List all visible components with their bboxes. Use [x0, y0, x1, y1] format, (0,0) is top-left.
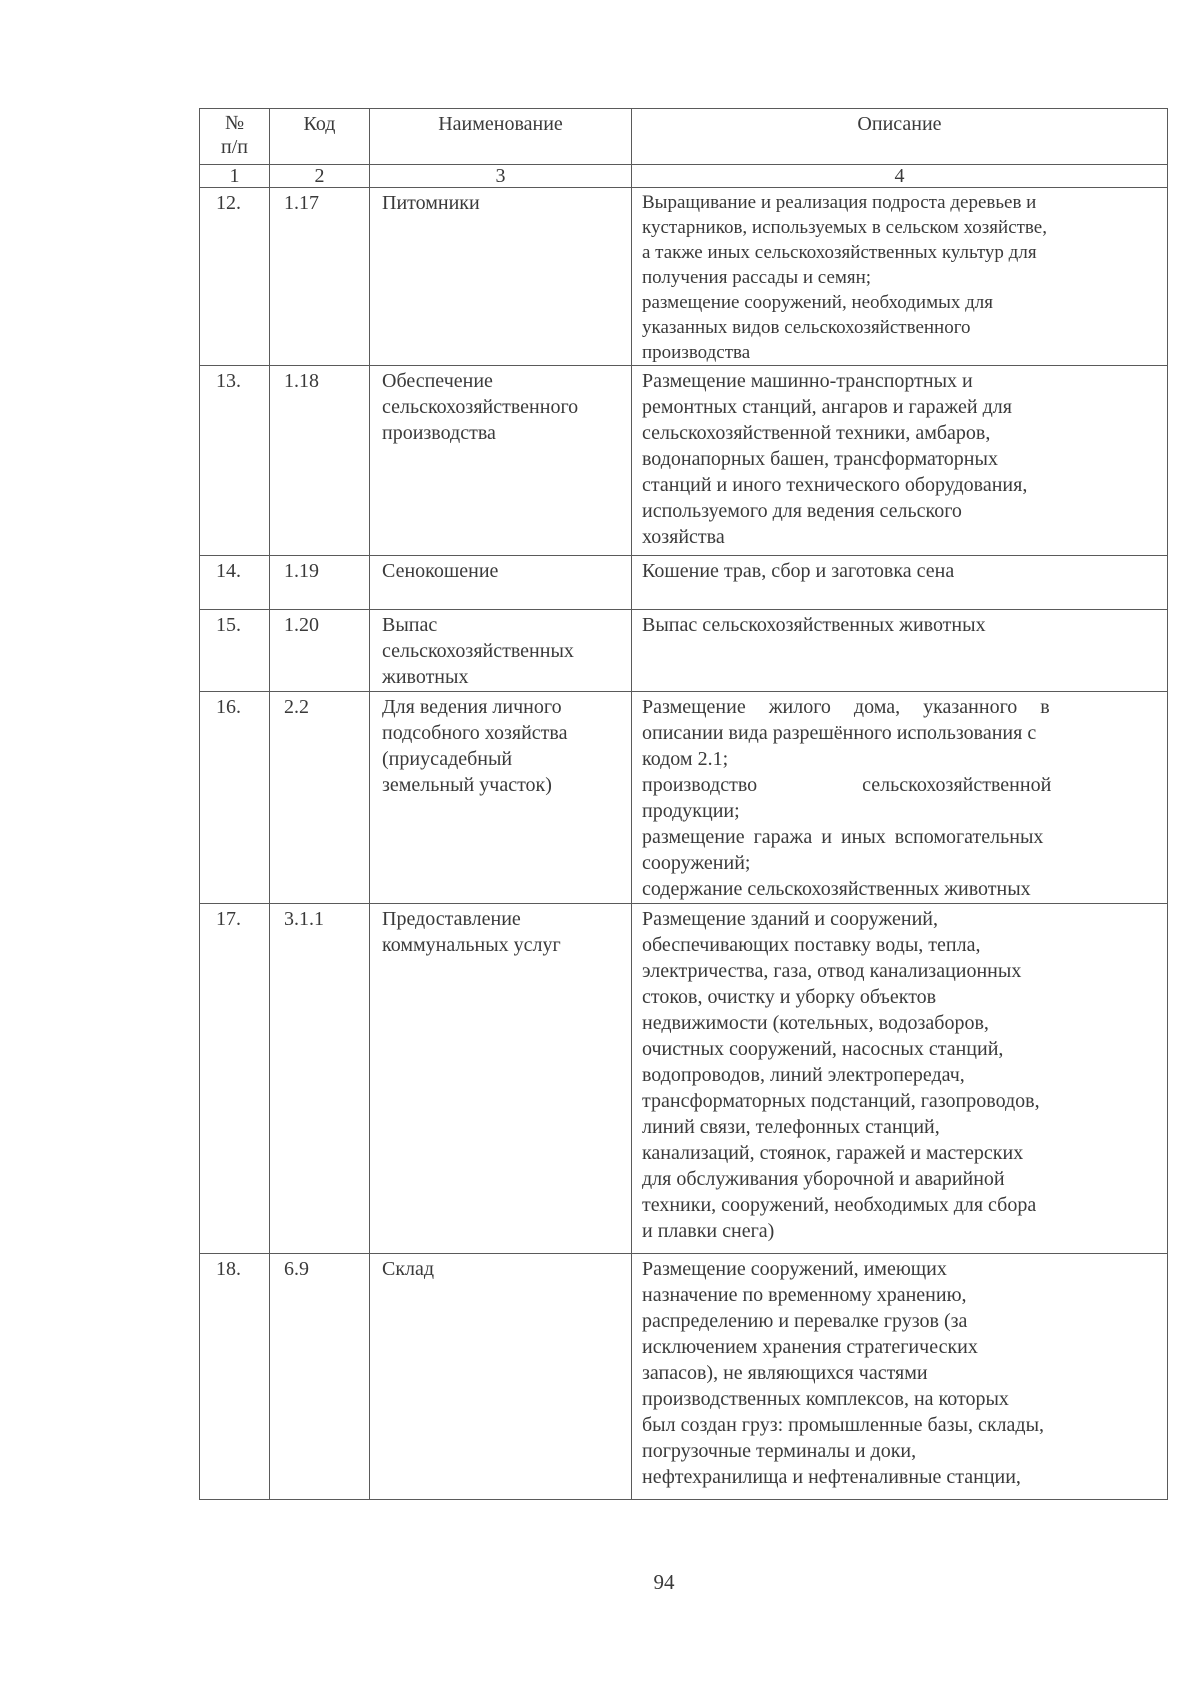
- description-line: сооружений;: [642, 852, 751, 874]
- name-line: производства: [382, 422, 496, 444]
- name-line: Предоставление: [382, 908, 521, 930]
- column-number: 1: [200, 165, 270, 188]
- row-number: 14.: [200, 556, 270, 610]
- description-line: описании вида разрешённого использования с: [642, 722, 1037, 744]
- name-line: (приусадебный: [382, 748, 513, 770]
- row-description: [632, 556, 1168, 610]
- table-row: [200, 692, 1168, 904]
- description-line: Выращивание и реализация подроста деревьев и: [642, 192, 1037, 213]
- row-code: 1.17: [270, 188, 370, 366]
- description-line: и плавки снега): [642, 1220, 775, 1242]
- description-line: погрузочные терминалы и доки,: [642, 1440, 917, 1462]
- row-number: 13.: [200, 366, 270, 556]
- header-description: Описание: [632, 109, 1168, 165]
- description-line: электричества, газа, отвод канализационных: [642, 960, 1022, 982]
- name-line: Питомники: [382, 192, 480, 214]
- description-line: производство сельскохозяйственной: [642, 774, 1052, 796]
- row-name: [370, 1254, 632, 1500]
- description-line: водонапорных башен, трансформаторных: [642, 448, 998, 470]
- row-description: [632, 188, 1168, 366]
- description-line: канализаций, стоянок, гаражей и мастерских: [642, 1142, 1024, 1164]
- row-name: [370, 610, 632, 692]
- land-use-table: [199, 108, 1168, 1500]
- description-line: Размещение машинно-транспортных и: [642, 370, 973, 392]
- table-row: [200, 1254, 1168, 1500]
- description-line: Размещение жилого дома, указанного в: [642, 696, 1050, 718]
- row-code: 3.1.1: [270, 904, 370, 1254]
- table-row: [200, 366, 1168, 556]
- name-line: Выпас: [382, 614, 438, 636]
- name-line: сельскохозяйственного: [382, 396, 579, 418]
- row-number: 12.: [200, 188, 270, 366]
- row-name: [370, 692, 632, 904]
- description-line: размещение сооружений, необходимых для: [642, 292, 993, 313]
- description-line: запасов), не являющихся частями: [642, 1362, 928, 1384]
- row-description: [632, 610, 1168, 692]
- column-number: 4: [632, 165, 1168, 188]
- header-row: [200, 109, 1168, 165]
- header-num: № п/п: [200, 109, 270, 165]
- column-number-row: [200, 165, 1168, 188]
- description-line: очистных сооружений, насосных станций,: [642, 1038, 1004, 1060]
- row-description: [632, 904, 1168, 1254]
- row-code: 6.9: [270, 1254, 370, 1500]
- name-line: Для ведения личного: [382, 696, 562, 718]
- row-description: [632, 692, 1168, 904]
- name-line: коммунальных услуг: [382, 934, 561, 956]
- description-line: станций и иного технического оборудования,: [642, 474, 1028, 496]
- row-number: 15.: [200, 610, 270, 692]
- description-line: трансформаторных подстанций, газопроводов,: [642, 1090, 1040, 1112]
- name-line: подсобного хозяйства: [382, 722, 568, 744]
- row-number: 16.: [200, 692, 270, 904]
- description-line: указанных видов сельскохозяйственного: [642, 317, 971, 338]
- name-line: сельскохозяйственных: [382, 640, 574, 662]
- description-line: распределению и перевалке грузов (за: [642, 1310, 968, 1332]
- description-line: Размещение сооружений, имеющих: [642, 1258, 947, 1280]
- page-number: 94: [653, 1570, 675, 1594]
- header-name: Наименование: [370, 109, 632, 165]
- row-description: [632, 1254, 1168, 1500]
- table-row: [200, 188, 1168, 366]
- description-line: недвижимости (котельных, водозаборов,: [642, 1012, 989, 1034]
- column-number: 2: [270, 165, 370, 188]
- name-line: земельный участок): [382, 774, 552, 796]
- description-line: для обслуживания уборочной и аварийной: [642, 1168, 1005, 1190]
- row-code: 1.19: [270, 556, 370, 610]
- row-name: [370, 556, 632, 610]
- description-line: содержание сельскохозяйственных животных: [642, 878, 1031, 900]
- row-code: 1.18: [270, 366, 370, 556]
- description-line: размещение гаража и иных вспомогательных: [642, 826, 1044, 848]
- description-line: кодом 2.1;: [642, 748, 729, 770]
- name-line: Склад: [382, 1258, 435, 1280]
- column-number: 3: [370, 165, 632, 188]
- description-line: назначение по временному хранению,: [642, 1284, 967, 1306]
- description-line: сельскохозяйственной техники, амбаров,: [642, 422, 991, 444]
- row-number: 18.: [200, 1254, 270, 1500]
- name-line: животных: [382, 666, 469, 688]
- description-line: производственных комплексов, на которых: [642, 1388, 1009, 1410]
- table-row: [200, 904, 1168, 1254]
- description-line: обеспечивающих поставку воды, тепла,: [642, 934, 981, 956]
- description-line: техники, сооружений, необходимых для сбора: [642, 1194, 1037, 1216]
- row-name: [370, 188, 632, 366]
- description-line: нефтехранилища и нефтеналивные станции,: [642, 1466, 1021, 1488]
- description-line: получения рассады и семян;: [642, 267, 872, 288]
- row-code: 1.20: [270, 610, 370, 692]
- description-line: Кошение трав, сбор и заготовка сена: [642, 560, 955, 582]
- description-line: стоков, очистку и уборку объектов: [642, 986, 937, 1008]
- table-row: [200, 610, 1168, 692]
- row-description: [632, 366, 1168, 556]
- header-code: Код: [270, 109, 370, 165]
- row-name: [370, 366, 632, 556]
- description-line: Размещение зданий и сооружений,: [642, 908, 939, 930]
- description-line: продукции;: [642, 800, 740, 822]
- name-line: Обеспечение: [382, 370, 493, 392]
- description-line: производства: [642, 342, 751, 363]
- description-line: водопроводов, линий электропередач,: [642, 1064, 965, 1086]
- row-code: 2.2: [270, 692, 370, 904]
- description-line: а также иных сельскохозяйственных культур для: [642, 242, 1037, 263]
- description-line: исключением хранения стратегических: [642, 1336, 978, 1358]
- description-line: кустарников, используемых в сельском хозяйстве,: [642, 217, 1047, 238]
- description-line: хозяйства: [642, 526, 725, 548]
- description-line: ремонтных станций, ангаров и гаражей для: [642, 396, 1012, 418]
- description-line: линий связи, телефонных станций,: [642, 1116, 940, 1138]
- table-row: [200, 556, 1168, 610]
- row-name: [370, 904, 632, 1254]
- row-number: 17.: [200, 904, 270, 1254]
- description-line: используемого для ведения сельского: [642, 500, 962, 522]
- name-line: Сенокошение: [382, 560, 499, 582]
- description-line: Выпас сельскохозяйственных животных: [642, 614, 986, 636]
- description-line: был создан груз: промышленные базы, склады,: [642, 1414, 1045, 1436]
